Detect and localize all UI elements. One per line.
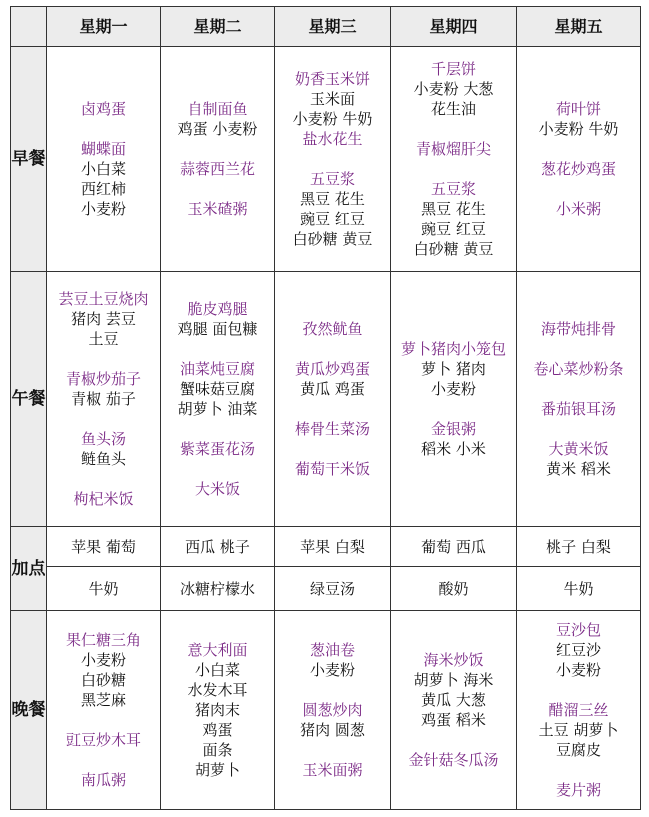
ingredient-line: 黑豆 花生 [300, 190, 365, 208]
ingredient-line: 水发木耳 [187, 681, 248, 699]
ingredient-line: 豆腐皮 [555, 741, 601, 759]
snack-drink-row [11, 567, 641, 611]
ingredient-line: 鸡腿 面包糠 [177, 320, 258, 338]
dish-name: 葱花炒鸡蛋 [540, 160, 616, 178]
meal-label-breakfast [11, 47, 47, 272]
dish-name: 青椒炒茄子 [65, 370, 141, 388]
header-row [11, 7, 641, 47]
dish-name: 千层饼 [430, 60, 476, 78]
ingredient-line: 黄米 稻米 [546, 460, 611, 478]
dish-name: 紫菜蛋花汤 [179, 440, 255, 458]
weekly-menu-table [10, 6, 641, 810]
dish-name: 葡萄干米饭 [294, 460, 370, 478]
dish-name: 蒜蓉西兰花 [179, 160, 255, 178]
dish-name: 枸杞米饭 [73, 490, 134, 508]
ingredient-line: 鸡蛋 [202, 721, 233, 739]
dish-name: 大米饭 [194, 480, 240, 498]
menu-cell [161, 272, 275, 527]
snack-drink-cell: 酸奶 [391, 567, 517, 611]
ingredient-line: 黑豆 花生 [421, 200, 486, 218]
ingredient-line: 小麦粉 大葱 [413, 80, 494, 98]
dish-name: 金银粥 [430, 420, 476, 438]
menu-cell [391, 272, 517, 527]
menu-cell [161, 611, 275, 810]
breakfast-cell [275, 69, 390, 249]
dish-name: 芸豆土豆烧肉 [58, 290, 149, 308]
dish-name: 五豆浆 [309, 170, 355, 188]
dish-name: 海带炖排骨 [540, 320, 616, 338]
dish-name: 荷叶饼 [555, 100, 601, 118]
menu-cell [517, 272, 641, 527]
menu-cell [275, 272, 391, 527]
ingredient-line: 小白菜 [194, 661, 240, 679]
dish-name: 卤鸡蛋 [80, 100, 126, 118]
ingredient-line: 豌豆 红豆 [300, 210, 365, 228]
dish-name: 孜然鱿鱼 [302, 320, 363, 338]
day-header: 星期一 [47, 7, 161, 47]
ingredient-line: 白砂糖 [80, 671, 126, 689]
ingredient-line: 小麦粉 [80, 651, 126, 669]
meal-label-text: 午餐 [11, 389, 46, 409]
dish-name: 卷心菜炒粉条 [533, 360, 624, 378]
dish-name: 棒骨生菜汤 [294, 420, 370, 438]
dinner-cell [517, 620, 640, 800]
lunch-row [11, 272, 641, 527]
ingredient-line: 小麦粉 牛奶 [538, 120, 619, 138]
ingredient-line: 青椒 茄子 [71, 390, 136, 408]
dinner-cell [391, 650, 516, 770]
dish-name: 番茄银耳汤 [540, 400, 616, 418]
dinner-cell [275, 640, 390, 780]
ingredient-line: 西红柿 [80, 180, 126, 198]
meal-label-text: 早餐 [11, 149, 46, 169]
menu-cell [517, 611, 641, 810]
lunch-cell [47, 289, 160, 509]
dish-name: 萝卜猪肉小笼包 [400, 340, 506, 358]
dish-name: 自制面鱼 [187, 100, 248, 118]
dinner-cell [161, 640, 274, 780]
ingredient-line: 小麦粉 [309, 661, 355, 679]
ingredient-line: 猪肉 圆葱 [300, 721, 365, 739]
dish-name: 油菜炖豆腐 [179, 360, 255, 378]
snack-fruit-cell: 葡萄 西瓜 [391, 527, 517, 567]
ingredient-line: 猪肉末 [194, 701, 240, 719]
ingredient-line: 蟹味菇豆腐 [179, 380, 255, 398]
dish-name: 奶香玉米饼 [294, 70, 370, 88]
ingredient-line: 玉米面 [309, 90, 355, 108]
ingredient-line: 胡萝卜 海米 [413, 671, 494, 689]
snack-drink-cell: 冰糖柠檬水 [161, 567, 275, 611]
menu-cell [161, 47, 275, 272]
ingredient-line: 黑芝麻 [80, 691, 126, 709]
dish-name: 小米粥 [555, 200, 601, 218]
lunch-cell [275, 319, 390, 479]
breakfast-row [11, 47, 641, 272]
dish-name: 脆皮鸡腿 [187, 300, 248, 318]
dish-name: 圆葱炒肉 [302, 701, 363, 719]
dish-name: 青椒熘肝尖 [415, 140, 491, 158]
snack-fruit-cell: 苹果 葡萄 [47, 527, 161, 567]
menu-cell [275, 47, 391, 272]
ingredient-line: 黄瓜 鸡蛋 [300, 380, 365, 398]
dish-name: 金针菇冬瓜汤 [408, 751, 499, 769]
dish-name: 鱼头汤 [80, 430, 126, 448]
lunch-cell [161, 299, 274, 499]
dish-name: 玉米面粥 [302, 761, 363, 779]
breakfast-cell [517, 99, 640, 219]
corner-cell [11, 7, 47, 47]
breakfast-cell [391, 59, 516, 259]
day-header: 星期二 [161, 7, 275, 47]
snack-drink-cell: 牛奶 [47, 567, 161, 611]
meal-label-text: 晚餐 [11, 700, 46, 720]
breakfast-cell [47, 99, 160, 219]
day-header: 星期三 [275, 7, 391, 47]
day-header: 星期四 [391, 7, 517, 47]
ingredient-line: 土豆 胡萝卜 [538, 721, 619, 739]
dish-name: 海米炒饭 [423, 651, 484, 669]
ingredient-line: 豌豆 红豆 [421, 220, 486, 238]
meal-label-lunch [11, 272, 47, 527]
ingredient-line: 小麦粉 [80, 200, 126, 218]
menu-cell [47, 47, 161, 272]
ingredient-line: 小麦粉 [555, 661, 601, 679]
lunch-cell [391, 339, 516, 459]
dish-name: 醋溜三丝 [548, 701, 609, 719]
ingredient-line: 鸡蛋 小麦粉 [177, 120, 258, 138]
ingredient-line: 稻米 小米 [421, 440, 486, 458]
snack-drink-cell: 绿豆汤 [275, 567, 391, 611]
snack-fruit-cell: 苹果 白梨 [275, 527, 391, 567]
day-header: 星期五 [517, 7, 641, 47]
dish-name: 黄瓜炒鸡蛋 [294, 360, 370, 378]
ingredient-line: 鸡蛋 稻米 [421, 711, 486, 729]
ingredient-line: 面条 [202, 741, 233, 759]
ingredient-line: 白砂糖 黄豆 [292, 230, 373, 248]
menu-cell [391, 47, 517, 272]
dish-name: 五豆浆 [430, 180, 476, 198]
ingredient-line: 小麦粉 牛奶 [292, 110, 373, 128]
menu-cell [47, 272, 161, 527]
menu-cell [47, 611, 161, 810]
dish-name: 豆沙包 [555, 621, 601, 639]
dish-name: 果仁糖三角 [65, 631, 141, 649]
ingredient-line: 胡萝卜 [194, 761, 240, 779]
menu-cell [275, 611, 391, 810]
meal-label-snack [11, 527, 47, 611]
dish-name: 麦片粥 [555, 781, 601, 799]
dish-name: 大黄米饭 [548, 440, 609, 458]
ingredient-line: 小麦粉 [430, 380, 476, 398]
ingredient-line: 花生油 [430, 100, 476, 118]
meal-label-dinner [11, 611, 47, 810]
ingredient-line: 黄瓜 大葱 [421, 691, 486, 709]
ingredient-line: 土豆 [88, 330, 119, 348]
ingredient-line: 胡萝卜 油菜 [177, 400, 258, 418]
meal-label-text: 加点 [11, 558, 46, 579]
dish-name: 蝴蝶面 [80, 140, 126, 158]
snack-drink-cell: 牛奶 [517, 567, 641, 611]
snack-fruit-cell: 桃子 白梨 [517, 527, 641, 567]
ingredient-line: 白砂糖 黄豆 [413, 240, 494, 258]
dish-name: 豇豆炒木耳 [65, 731, 141, 749]
ingredient-line: 萝卜 猪肉 [421, 360, 486, 378]
snack-fruit-row [11, 527, 641, 567]
dish-name: 葱油卷 [309, 641, 355, 659]
dinner-cell [47, 630, 160, 790]
ingredient-line: 鲢鱼头 [80, 450, 126, 468]
lunch-cell [517, 319, 640, 479]
dish-name: 盐水花生 [302, 130, 363, 148]
menu-cell [517, 47, 641, 272]
breakfast-cell [161, 99, 274, 219]
menu-cell [391, 611, 517, 810]
ingredient-line: 猪肉 芸豆 [71, 310, 136, 328]
dish-name: 意大利面 [187, 641, 248, 659]
dish-name: 玉米碴粥 [187, 200, 248, 218]
dish-name: 南瓜粥 [80, 771, 126, 789]
ingredient-line: 小白菜 [80, 160, 126, 178]
dinner-row [11, 611, 641, 810]
snack-fruit-cell: 西瓜 桃子 [161, 527, 275, 567]
ingredient-line: 红豆沙 [555, 641, 601, 659]
